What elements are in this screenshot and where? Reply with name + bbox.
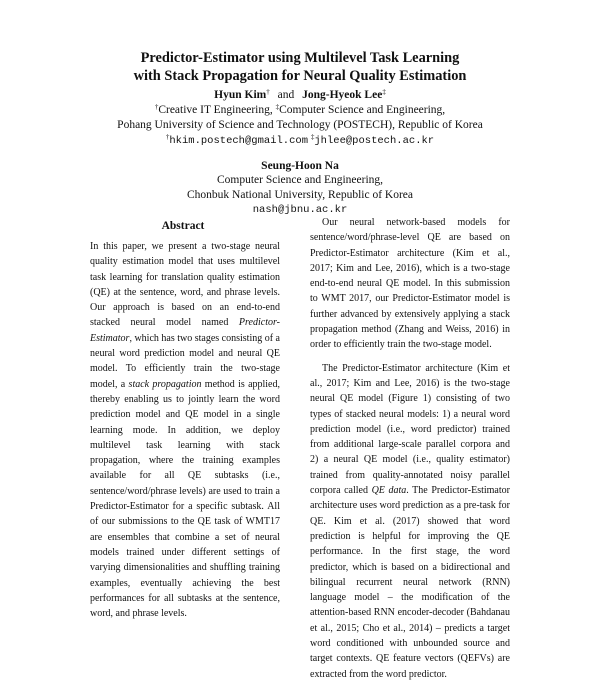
abstract-text-2: , which has two stages consisting of a neural word prediction model and neural QE model. To efficiently train the two-stage model, a xyxy=(90,332,280,390)
abstract-heading: Abstract xyxy=(161,220,205,232)
abstract-text-1: In this paper, we present a two-stage neural quality estimation model that uses multilevel task learning for translation quality estimation (QE) at the sentence, word, and phrase levels. Our approach is based on an end-to-end stacked neural model named xyxy=(90,241,280,329)
author-2-mark: ‡ xyxy=(382,88,386,96)
author-3: Seung-Hoon Na xyxy=(261,160,339,172)
affiliation-1-emails xyxy=(0,133,600,149)
author-1: Hyun Kim xyxy=(214,89,267,101)
title-line-2: with Stack Propagation for Neural Quality Estimation xyxy=(133,68,467,84)
affiliation-2 xyxy=(0,173,600,218)
author-2: Jong-Hyeok Lee xyxy=(302,89,383,101)
email-2-mark: ‡ xyxy=(310,133,315,141)
right-column-paragraph-1: Our neural network-based models for sentence/word/phrase-level QE are based on Predictor-Estimator architecture (Kim et al., 2017; Kim and Lee, 2016), which is a two-stage end-to-end neural QE model. In this submission to WMT 2017, our Predictor-Estimator model is further advanced by extensively applying a stack propagation method (Zhang and Weiss, 2016) in order to efficiently train the two-stage model. xyxy=(310,217,510,351)
abstract-text-3: method is applied, thereby enabling us to jointly learn the word prediction model and QE model in a single learning mode. In addition, we deploy multilevel task learning with stack propagation, where the training examples available for all QE subtasks (i.e., sentence/word/phrase levels) are used to train a Predictor-Estimator for a specific subtask. All of our submissions to the QE task of WMT17 are ensembles that combine a set of neural models trained under different settings of varying dimensionalities and shuffling training examples, eventually achieving the best performances for all subtasks at the sentence, word, and phrase levels. xyxy=(90,378,280,620)
abstract-paragraph xyxy=(90,239,280,621)
affiliation-2-line-1: Computer Science and Engineering, xyxy=(216,174,384,186)
col2-emphasis: QE data xyxy=(371,485,407,497)
authors-and: and xyxy=(277,89,295,101)
author-list xyxy=(0,88,600,102)
abstract-body xyxy=(90,239,280,621)
affiliation-1-line-1 xyxy=(0,103,600,118)
email-1-mark: † xyxy=(165,133,170,141)
affil-dept-1: Creative IT Engineering, xyxy=(158,104,276,116)
affil-mark-dagger: † xyxy=(154,103,159,111)
email-3[interactable]: nash@jbnu.ac.kr xyxy=(252,204,348,216)
paper-title xyxy=(0,49,600,85)
affiliation-1 xyxy=(0,103,600,149)
title-line-1: Predictor-Estimator using Multilevel Task Learning xyxy=(140,50,460,66)
author-1-mark: † xyxy=(266,88,270,96)
affiliation-1-line-2: Pohang University of Science and Technology (POSTECH), Republic of Korea xyxy=(117,119,483,131)
email-1[interactable]: hkim.postech@gmail.com xyxy=(169,135,308,147)
right-column xyxy=(310,215,510,690)
abstract-emphasis-1: Predictor-Estimator xyxy=(90,317,280,344)
affil-mark-ddagger: ‡ xyxy=(275,103,280,111)
col2-text-1: The Predictor-Estimator architecture (Kim et al., 2017; Kim and Lee, 2016) is the two-stage neural QE model (Figure 1) consisting of two types of stacked neural models: 1) a neural word prediction model (i.e., word predictor) trained from additional large-scale parallel corpora and 2) a neural QE model (i.e., quality estimator) trained from quality-annotated noisy parallel corpora called xyxy=(310,362,510,497)
email-2[interactable]: jhlee@postech.ac.kr xyxy=(314,135,435,147)
affil-dept-2: Computer Science and Engineering, xyxy=(279,104,446,116)
right-column-paragraph-2 xyxy=(310,361,510,682)
col2-text-2: . The Predictor-Estimator architecture uses word prediction as a pre-task for QE. Kim et al. (2017) showed that word prediction is helpful for improving the QE performance. In the first stage, the word predictor, which is based on a bidirectional and bilingual recurrent neural network (RNN) language model – the modification of the attention-based RNN encoder-decoder (Bahdanau et al., 2015; Cho et al., 2014) – predicts a target word conditioned with unbounded source and target contexts. QE feature vectors (QEFVs) are extracted from the word predictor. xyxy=(310,485,510,680)
abstract-emphasis-2: stack propagation xyxy=(128,378,202,390)
affiliation-2-line-2: Chonbuk National University, Republic of Korea xyxy=(186,189,413,201)
